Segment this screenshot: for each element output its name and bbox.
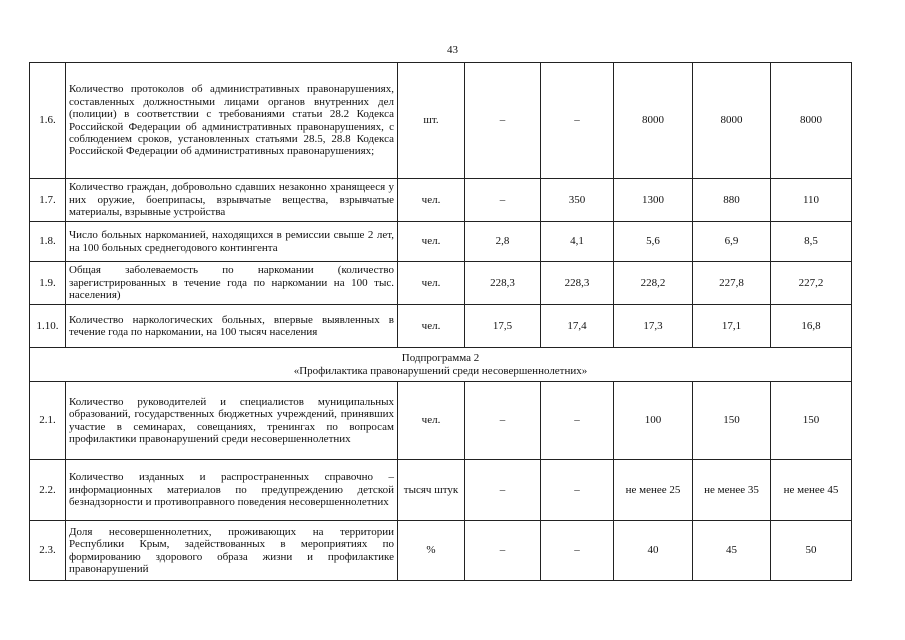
subprogram-header (30, 348, 852, 382)
table-row (30, 460, 852, 521)
value-cell: 40 (614, 521, 693, 581)
value-cell: 350 (541, 179, 614, 222)
indicator-description: Количество изданных и распространенных справочно – информационных материалов по предупреждению детской безнадзорности и противоправного поведения несовершеннолетних (66, 460, 398, 521)
value-cell: 228,3 (541, 262, 614, 305)
value-cell: – (465, 179, 541, 222)
value-cell: 17,4 (541, 305, 614, 348)
unit-cell: чел. (398, 305, 465, 348)
table-row (30, 63, 852, 179)
row-number: 2.1. (30, 382, 66, 460)
table-row (30, 262, 852, 305)
value-cell: 16,8 (771, 305, 852, 348)
value-cell: 227,8 (693, 262, 771, 305)
value-cell: 150 (771, 382, 852, 460)
value-cell: – (465, 382, 541, 460)
value-cell: не менее 35 (693, 460, 771, 521)
value-cell: – (541, 63, 614, 179)
value-cell: – (465, 63, 541, 179)
value-cell: 880 (693, 179, 771, 222)
unit-cell: чел. (398, 222, 465, 262)
row-number: 1.9. (30, 262, 66, 305)
unit-cell: чел. (398, 179, 465, 222)
indicator-description: Количество руководителей и специалистов муниципальных образований, государственных бюджетных учреждений, принявших участие в семинарах, совещаниях, тренингах по вопросам профилактики правонарушений среди несовершеннолетних (66, 382, 398, 460)
value-cell: 17,3 (614, 305, 693, 348)
value-cell: – (465, 521, 541, 581)
value-cell: 150 (693, 382, 771, 460)
subprogram-title: Подпрограмма 2 (401, 352, 480, 365)
value-cell: 227,2 (771, 262, 852, 305)
row-number: 1.7. (30, 179, 66, 222)
value-cell: 100 (614, 382, 693, 460)
indicator-description: Количество граждан, добровольно сдавших незаконно хранящееся у них оружие, боеприпасы, взрывчатые вещества, взрывчатые материалы, взрывные устройства (66, 179, 398, 222)
unit-cell: шт. (398, 63, 465, 179)
value-cell: 45 (693, 521, 771, 581)
subprogram-subtitle: «Профилактика правонарушений среди несовершеннолетних» (293, 364, 588, 377)
table-row (30, 305, 852, 348)
unit-cell: чел. (398, 262, 465, 305)
value-cell: 17,1 (693, 305, 771, 348)
value-cell: 4,1 (541, 222, 614, 262)
value-cell: 110 (771, 179, 852, 222)
value-cell: 1300 (614, 179, 693, 222)
row-number: 1.10. (30, 305, 66, 348)
indicator-description: Количество наркологических больных, впервые выявленных в течение года по наркомании, на 100 тысяч населения (66, 305, 398, 348)
value-cell: 5,6 (614, 222, 693, 262)
table-row (30, 179, 852, 222)
row-number: 1.8. (30, 222, 66, 262)
value-cell: 17,5 (465, 305, 541, 348)
indicator-description: Общая заболеваемость по наркомании (количество зарегистрированных в течение года по наркомании на 100 тыс. населения) (66, 262, 398, 305)
value-cell: – (541, 521, 614, 581)
page-number: 43 (447, 44, 458, 56)
row-number: 1.6. (30, 63, 66, 179)
value-cell: 8,5 (771, 222, 852, 262)
table-row (30, 222, 852, 262)
value-cell: 6,9 (693, 222, 771, 262)
indicator-description: Доля несовершеннолетних, проживающих на территории Республики Крым, задействованных в мероприятиях по формированию здорового образа жизни и профилактике правонарушений (66, 521, 398, 581)
value-cell: не менее 45 (771, 460, 852, 521)
value-cell: не менее 25 (614, 460, 693, 521)
value-cell: 228,3 (465, 262, 541, 305)
value-cell: – (465, 460, 541, 521)
indicators-table (29, 62, 852, 581)
value-cell: 228,2 (614, 262, 693, 305)
table-row (30, 521, 852, 581)
table-row (30, 382, 852, 460)
value-cell: 2,8 (465, 222, 541, 262)
value-cell: – (541, 382, 614, 460)
indicator-description: Число больных наркоманией, находящихся в ремиссии свыше 2 лет, на 100 больных среднегодового контингента (66, 222, 398, 262)
value-cell: 8000 (614, 63, 693, 179)
value-cell: 50 (771, 521, 852, 581)
row-number: 2.3. (30, 521, 66, 581)
unit-cell: % (398, 521, 465, 581)
row-number: 2.2. (30, 460, 66, 521)
value-cell: 8000 (693, 63, 771, 179)
section-row (30, 348, 852, 382)
value-cell: 8000 (771, 63, 852, 179)
value-cell: – (541, 460, 614, 521)
unit-cell: чел. (398, 382, 465, 460)
indicator-description: Количество протоколов об административных правонарушениях, составленных должностными лицами органов внутренних дел (полиции) в соответствии с требованиями статьи 28.2 Кодекса Российской Федерации об административных правонарушениях, с соблюдением сроков, установленных статьями 28.5, 28.8 Кодекса Российской Федерации об административных правонарушениях; (66, 63, 398, 179)
unit-cell: тысяч штук (398, 460, 465, 521)
